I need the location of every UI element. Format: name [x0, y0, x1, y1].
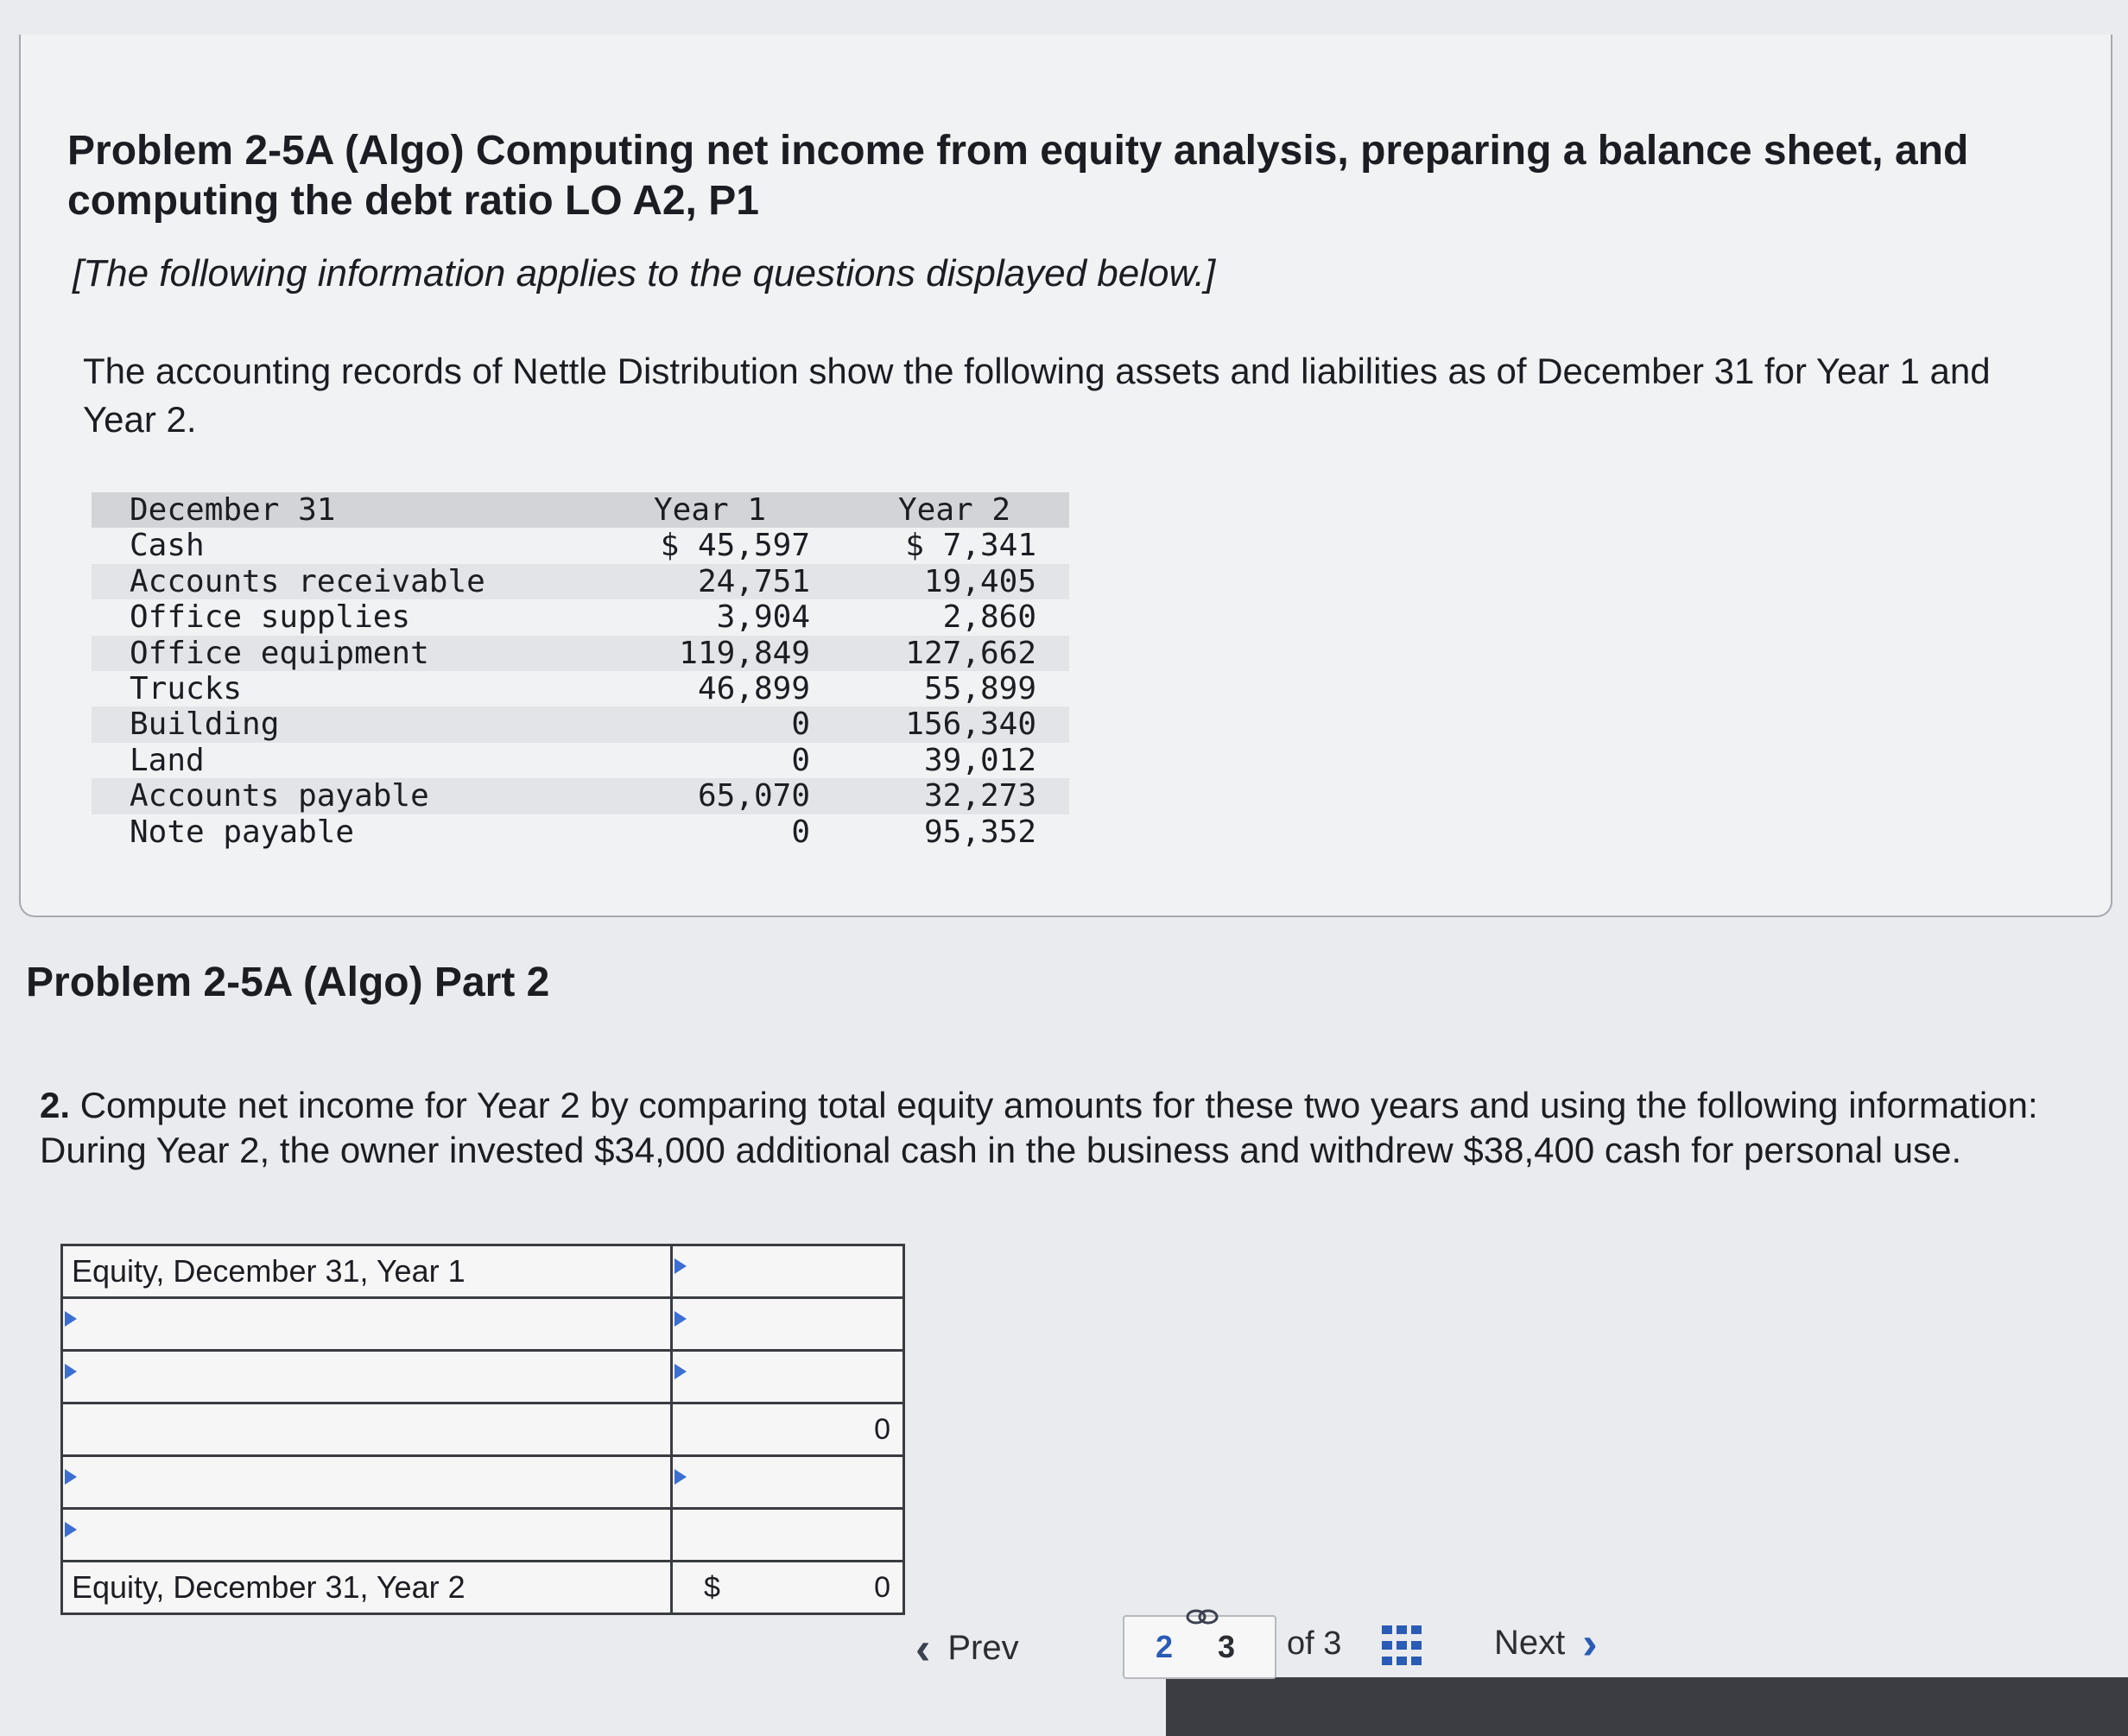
answer-label-select[interactable] — [63, 1510, 673, 1560]
row-year-2-value: 95,352 — [923, 814, 1036, 850]
dropdown-marker-icon — [65, 1364, 77, 1379]
row-label: Accounts payable — [130, 778, 429, 814]
table-row — [92, 814, 1069, 850]
answer-value-input[interactable] — [673, 1299, 902, 1349]
problem-intro: The accounting records of Nettle Distribution show the following assets and liabilities as of December 31 for Year 1 and Year 2. — [83, 351, 1991, 440]
answer-value-input[interactable] — [673, 1510, 902, 1560]
row-year-2-value: 32,273 — [923, 778, 1036, 814]
page-indicator — [1123, 1615, 1276, 1679]
row-year-1-value: 119,849 — [679, 635, 810, 671]
row-label: Land — [130, 742, 205, 778]
table-row — [92, 636, 1069, 671]
dropdown-marker-icon — [674, 1311, 687, 1327]
table-row — [92, 706, 1069, 742]
row-year-2-value: 19,405 — [923, 563, 1036, 599]
row-label: Accounts receivable — [130, 563, 485, 599]
page-total: of 3 — [1287, 1625, 1342, 1662]
row-year-1-value: 0 — [791, 814, 810, 850]
row-label: Building — [130, 706, 280, 743]
row-label: Note payable — [130, 814, 355, 850]
row-year-2-value: 2,860 — [942, 599, 1036, 636]
table-row — [92, 671, 1069, 706]
assets-liabilities-table — [92, 492, 1069, 850]
dropdown-marker-icon — [65, 1522, 77, 1537]
row-year-2-value: 39,012 — [923, 742, 1036, 778]
page-link-previous[interactable]: 2 — [1156, 1629, 1174, 1664]
answer-value-text: 0 — [874, 1571, 890, 1604]
grid-icon[interactable] — [1382, 1625, 1422, 1665]
answer-label-select[interactable] — [63, 1299, 673, 1349]
row-year-1-value: $ 45,597 — [660, 528, 810, 564]
answer-value-input[interactable] — [673, 1246, 902, 1296]
answer-value-input[interactable] — [673, 1352, 902, 1402]
table-row — [92, 599, 1069, 635]
row-label: Office supplies — [130, 599, 411, 636]
header-december-31: December 31 — [130, 492, 336, 528]
currency-symbol: $ — [704, 1571, 720, 1604]
header-year-2: Year 2 — [897, 492, 1011, 528]
row-year-1-value: 24,751 — [697, 563, 810, 599]
dropdown-marker-icon — [674, 1364, 687, 1379]
row-year-1-value: 0 — [791, 706, 810, 743]
dropdown-marker-icon — [65, 1469, 77, 1485]
table-header-row — [92, 492, 1069, 528]
pagination-bar — [898, 1615, 2107, 1710]
answer-value-input[interactable] — [673, 1457, 902, 1507]
question-number: 2. — [40, 1085, 71, 1125]
answer-label-cell — [63, 1246, 673, 1296]
row-year-1-value: 3,904 — [716, 599, 810, 636]
next-button[interactable] — [1494, 1618, 1598, 1669]
dropdown-marker-icon — [674, 1258, 687, 1274]
answer-total — [673, 1562, 902, 1612]
answer-row — [63, 1510, 902, 1562]
chevron-left-icon: ‹ — [915, 1623, 931, 1674]
part-title: Problem 2-5A (Algo) Part 2 — [26, 960, 550, 1005]
answer-row — [63, 1246, 902, 1299]
answer-label-cell — [63, 1562, 673, 1612]
row-year-1-value: 65,070 — [697, 778, 810, 814]
row-year-2-value: 55,899 — [923, 670, 1036, 706]
page-current: 3 — [1218, 1629, 1236, 1664]
row-year-2-value: 127,662 — [905, 635, 1036, 671]
table-row — [92, 564, 1069, 599]
row-year-1-value: 0 — [791, 742, 810, 778]
dropdown-marker-icon — [674, 1469, 687, 1485]
prev-button[interactable] — [915, 1623, 1019, 1674]
answer-label-text: Equity, December 31, Year 2 — [72, 1569, 466, 1605]
header-year-1: Year 1 — [653, 492, 767, 528]
answer-row — [63, 1299, 902, 1352]
answer-row — [63, 1352, 902, 1404]
row-year-1-value: 46,899 — [697, 670, 810, 706]
equity-answer-grid — [60, 1244, 905, 1615]
answer-label-cell — [63, 1404, 673, 1454]
answer-label-select[interactable] — [63, 1352, 673, 1402]
chevron-right-icon: › — [1582, 1618, 1598, 1669]
prev-label: Prev — [947, 1629, 1019, 1667]
row-year-2-value: 156,340 — [905, 706, 1036, 743]
row-label: Cash — [130, 528, 205, 564]
answer-row — [63, 1562, 902, 1612]
answer-row — [63, 1404, 902, 1457]
answer-subtotal — [673, 1404, 902, 1454]
answer-value-text: 0 — [874, 1413, 890, 1446]
problem-title: Problem 2-5A (Algo) Computing net income from equity analysis, preparing a balance sheet, and computing the debt ratio LO A2, P1 — [67, 128, 1969, 224]
question-text: Compute net income for Year 2 by comparing total equity amounts for these two years and using the following information: During Year 2, the owner invested $34,000 additional cash in the business and withdrew $38,400 cash for personal use. — [40, 1085, 2038, 1170]
next-label: Next — [1494, 1624, 1566, 1662]
table-row — [92, 778, 1069, 814]
answer-label-select[interactable] — [63, 1457, 673, 1507]
row-year-2-value: $ 7,341 — [905, 528, 1036, 564]
row-label: Trucks — [130, 670, 243, 706]
row-label: Office equipment — [130, 635, 429, 671]
answer-label-text: Equity, December 31, Year 1 — [72, 1253, 466, 1289]
table-row — [92, 528, 1069, 563]
question — [40, 1083, 2112, 1173]
table-row — [92, 743, 1069, 778]
link-icon — [1185, 1605, 1219, 1629]
problem-subtitle: [The following information applies to the questions displayed below.] — [73, 252, 1216, 295]
answer-row — [63, 1457, 902, 1510]
dropdown-marker-icon — [65, 1311, 77, 1327]
